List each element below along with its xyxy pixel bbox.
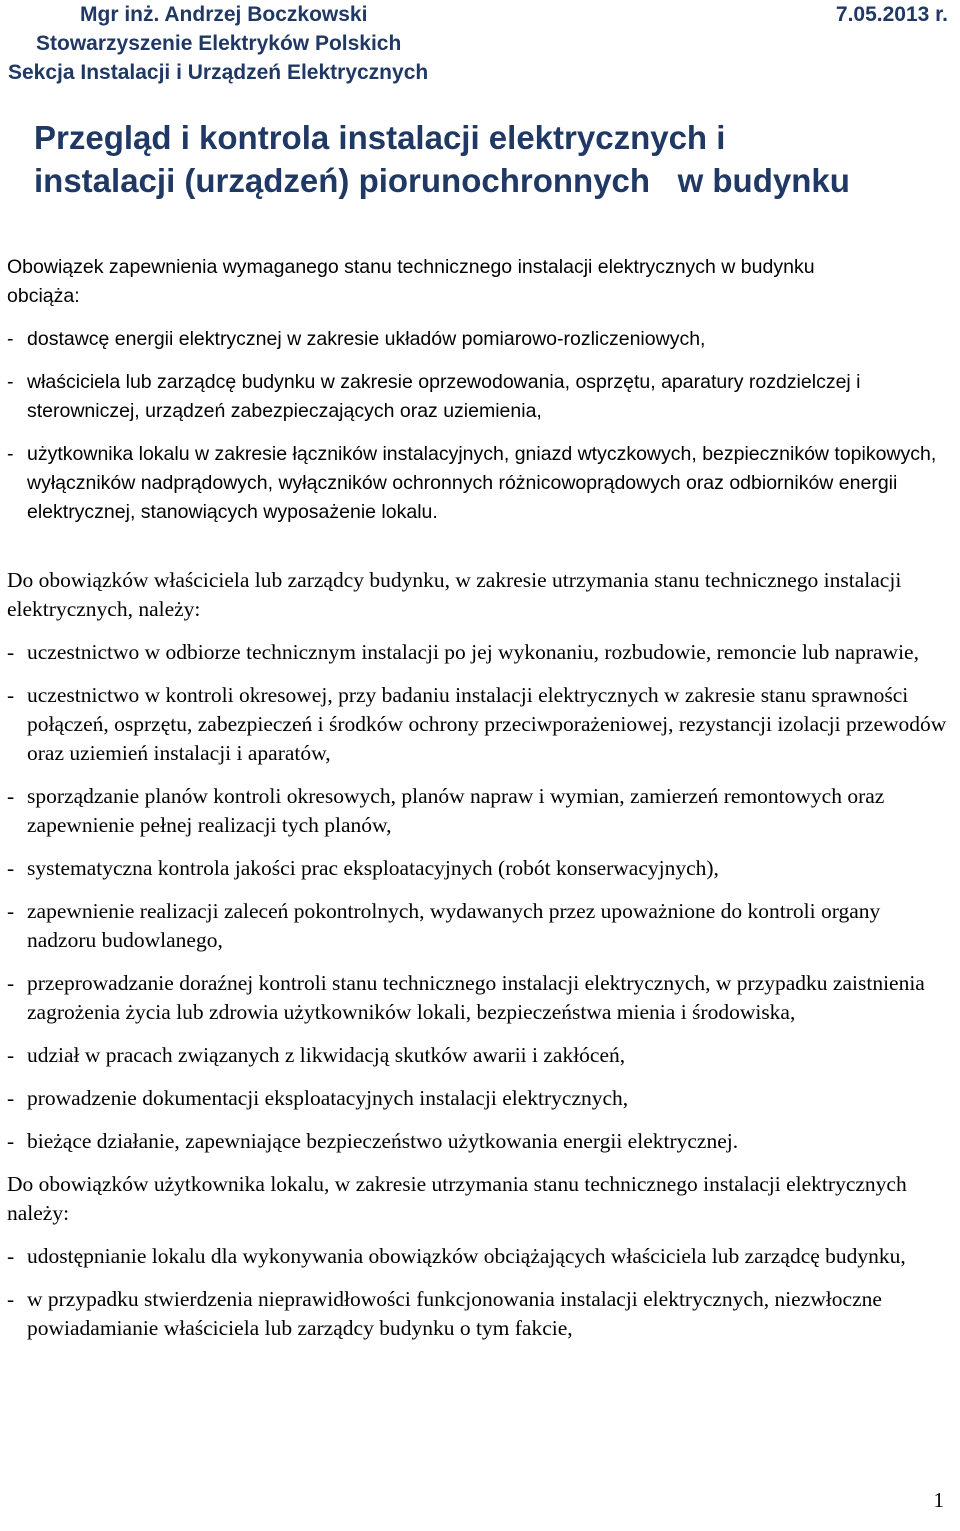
list-item xyxy=(7,1127,952,1156)
list-item xyxy=(7,440,952,527)
list-dash: - xyxy=(7,1129,15,1153)
list-item xyxy=(7,368,877,426)
list-item xyxy=(7,1285,927,1343)
title-line-1: Przegląd i kontrola instalacji elektrycznych i xyxy=(34,119,726,156)
section-obligation xyxy=(7,253,952,527)
list-item-text: uczestnictwo w kontroli okresowej, przy badaniu instalacji elektrycznych w zakresie stanu sprawności połączeń, osprzętu, zabezpieczeń i środków ochrony przeciwporażeniowej, rezystancji izolacji przewodów oraz uziemień instalacji i aparatów, xyxy=(27,683,947,765)
list-dash: - xyxy=(7,328,14,350)
date: 7.05.2013 r. xyxy=(835,3,948,26)
list-item xyxy=(7,638,942,667)
list-item xyxy=(7,782,887,840)
list-dash: - xyxy=(7,371,14,393)
list-item-text: sporządzanie planów kontroli okresowych, planów napraw i wymian, zamierzeń remontowych oraz zapewnienie pełnej realizacji tych planów, xyxy=(27,784,885,837)
list-item xyxy=(7,1041,952,1070)
list-item xyxy=(7,681,947,768)
list-item xyxy=(7,325,952,354)
document-title xyxy=(34,116,934,202)
list-item-text: właściciela lub zarządcę budynku w zakresie oprzewodowania, osprzętu, aparatury rozdzielczej i sterowniczej, urządzeń zabezpieczających oraz uziemienia, xyxy=(27,371,861,422)
list-item xyxy=(7,854,952,883)
list-item xyxy=(7,897,887,955)
list-dash: - xyxy=(7,784,15,808)
list-dash: - xyxy=(7,856,15,880)
document-header xyxy=(8,0,948,87)
list-item xyxy=(7,969,960,1027)
list-dash: - xyxy=(7,1287,15,1311)
list-dash: - xyxy=(7,1244,15,1268)
list-dash: - xyxy=(7,899,15,923)
section-1-intro: Obowiązek zapewnienia wymaganego stanu technicznego instalacji elektrycznych w budynku obciąża: xyxy=(7,256,815,307)
list-item-text: zapewnienie realizacji zaleceń pokontrolnych, wydawanych przez upoważnione do kontroli organy nadzoru budowlanego, xyxy=(27,899,881,952)
list-item-text: prowadzenie dokumentacji eksploatacyjnych instalacji elektrycznych, xyxy=(27,1086,629,1110)
organization: Stowarzyszenie Elektryków Polskich xyxy=(36,32,402,55)
list-item-text: udział w pracach związanych z likwidacją skutków awarii i zakłóceń, xyxy=(27,1043,626,1067)
list-item-text: udostępnianie lokalu dla wykonywania obowiązków obciążających właściciela lub zarządcę budynku, xyxy=(27,1244,906,1268)
list-item-text: systematyczna kontrola jakości prac eksploatacyjnych (robót konserwacyjnych), xyxy=(27,856,719,880)
list-dash: - xyxy=(7,971,15,995)
section-owner-duties xyxy=(7,566,952,1343)
list-item xyxy=(7,1242,907,1271)
section-2-intro: Do obowiązków właściciela lub zarządcy budynku, w zakresie utrzymania stanu technicznego instalacji elektrycznych, należy: xyxy=(7,568,902,621)
list-dash: - xyxy=(7,1086,15,1110)
list-item-text: użytkownika lokalu w zakresie łączników instalacyjnych, gniazd wtyczkowych, bezpieczników topikowych, wyłączników nadprądowych, wyłączników ochronnych różnicowoprądowych oraz odbiorników energii elektrycznej, stanowiących wyposażenie lokalu. xyxy=(27,443,937,523)
author: Mgr inż. Andrzej Boczkowski xyxy=(80,3,368,26)
list-item-text: dostawcę energii elektrycznej w zakresie układów pomiarowo-rozliczeniowych, xyxy=(27,328,706,350)
list-item-text: bieżące działanie, zapewniające bezpieczeństwo użytkowania energii elektrycznej. xyxy=(27,1129,739,1153)
list-dash: - xyxy=(7,1043,15,1067)
list-item xyxy=(7,1084,952,1113)
section-3-intro: Do obowiązków użytkownika lokalu, w zakresie utrzymania stanu technicznego instalacji elektrycznych należy: xyxy=(7,1172,907,1225)
list-dash: - xyxy=(7,640,15,664)
list-item-text: uczestnictwo w odbiorze technicznym instalacji po jej wykonaniu, rozbudowie, remoncie lub naprawie, xyxy=(27,640,919,664)
page-number: 1 xyxy=(933,1488,944,1512)
list-dash: - xyxy=(7,683,15,707)
list-item-text: w przypadku stwierdzenia nieprawidłowości funkcjonowania instalacji elektrycznych, niezwłoczne powiadamianie właściciela lub zarządcy budynku o tym fakcie, xyxy=(27,1287,882,1340)
list-item-text: przeprowadzanie doraźnej kontroli stanu technicznego instalacji elektrycznych, w przypadku zaistnienia zagrożenia życia lub zdrowia użytkowników lokali, bezpieczeństwa mienia i środowiska, xyxy=(27,971,925,1024)
title-line-2: instalacji (urządzeń) piorunochronnych w budynku xyxy=(34,162,850,199)
list-dash: - xyxy=(7,443,14,465)
organization-section: Sekcja Instalacji i Urządzeń Elektrycznych xyxy=(8,61,429,84)
